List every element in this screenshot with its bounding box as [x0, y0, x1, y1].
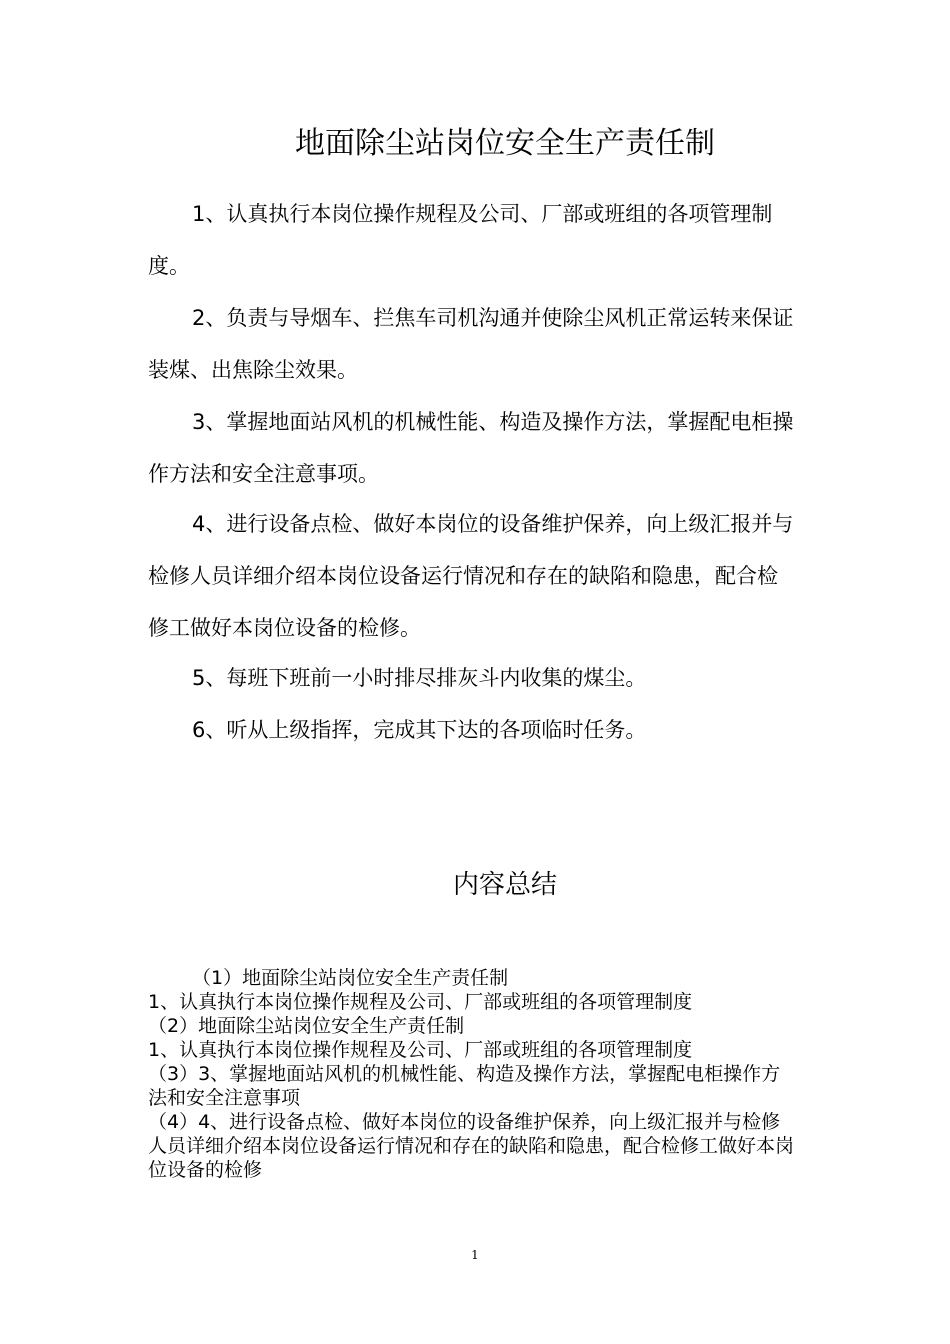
summary-line: 1、认真执行本岗位操作规程及公司、厂部或班组的各项管理制度	[148, 1039, 693, 1061]
paragraph-3: 3、掌握地面站风机的机械性能、构造及操作方法，掌握配电柜操作方法和安全注意事项。	[148, 410, 794, 486]
summary-line: （1）地面除尘站岗位安全生产责任制	[192, 967, 509, 989]
document-title: 地面除尘站岗位安全生产责任制	[295, 126, 715, 161]
summary-line: （3）3、掌握地面站风机的机械性能、构造及操作方法，掌握配电柜操作方法和安全注意事项	[148, 1063, 781, 1109]
summary-line: （4）4、进行设备点检、做好本岗位的设备维护保养，向上级汇报并与检修人员详细介绍本岗位设备运行情况和存在的缺陷和隐患，配合检修工做好本岗位设备的检修	[148, 1111, 795, 1181]
paragraph-5: 5、每班下班前一小时排尽排灰斗内收集的煤尘。	[192, 666, 647, 690]
paragraph-1: 1、认真执行本岗位操作规程及公司、厂部或班组的各项管理制度。	[148, 202, 773, 278]
paragraph-4: 4、进行设备点检、做好本岗位的设备维护保养，向上级汇报并与检修人员详细介绍本岗位设备运行情况和存在的缺陷和隐患，配合检修工做好本岗位设备的检修。	[148, 512, 794, 640]
page-number: 1	[471, 1248, 479, 1262]
paragraph-2: 2、负责与导烟车、拦焦车司机沟通并使除尘风机正常运转来保证装煤、出焦除尘效果。	[148, 306, 794, 382]
summary-block	[148, 966, 798, 1182]
summary-line: （2）地面除尘站岗位安全生产责任制	[148, 1015, 465, 1037]
summary-heading: 内容总结	[452, 870, 557, 900]
summary-line: 1、认真执行本岗位操作规程及公司、厂部或班组的各项管理制度	[148, 991, 693, 1013]
paragraph-6: 6、听从上级指挥，完成其下达的各项临时任务。	[192, 718, 647, 742]
